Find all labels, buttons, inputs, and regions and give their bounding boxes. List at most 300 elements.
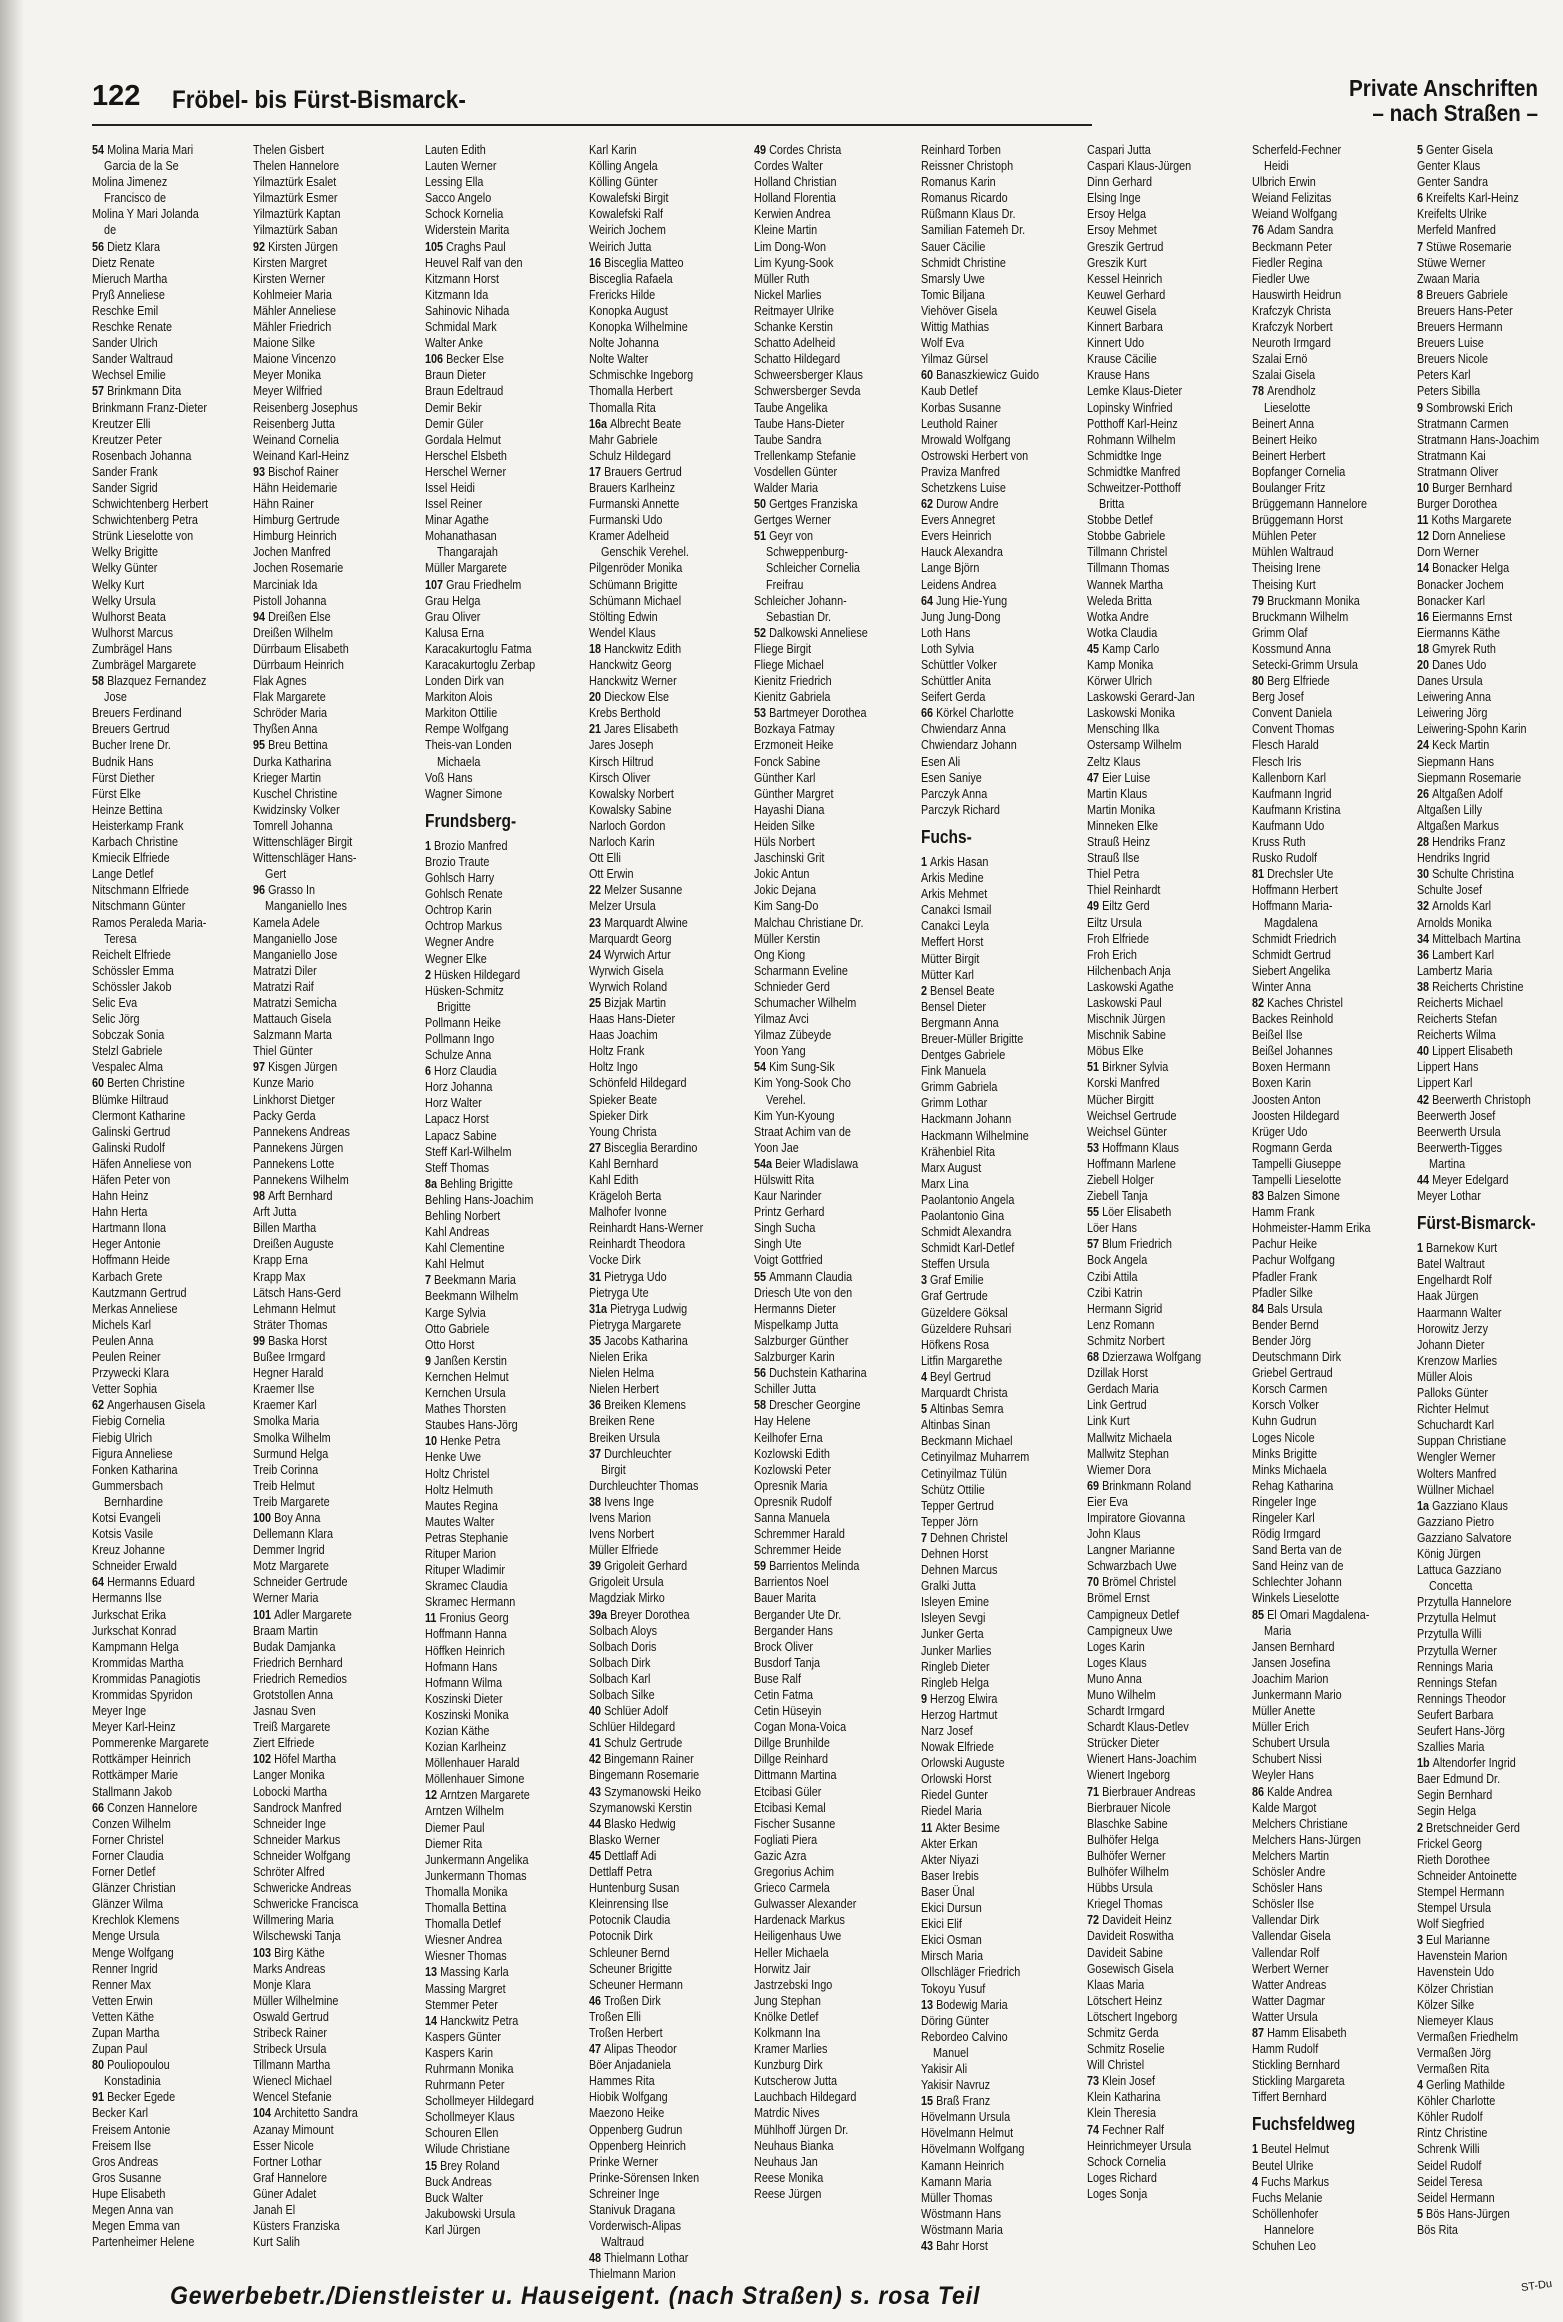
listing-entry: Mischnik Jürgen: [1087, 1012, 1166, 1027]
listing-entry: Nielen Helma: [589, 1366, 655, 1381]
listing-entry: Kraemer Ilse: [253, 1382, 315, 1397]
listing-entry: Kahl Helmut: [425, 1257, 485, 1272]
listing-entry: Freisem Antonie: [92, 2122, 171, 2137]
listing-continuation: Birgit: [601, 1462, 626, 1477]
listing-entry: Strücker Dieter: [1087, 1736, 1160, 1751]
listing-entry: Budnik Hans: [92, 754, 154, 769]
listing-entry: Kossmund Anna: [1252, 641, 1331, 656]
listing-entry: Jokic Dejana: [754, 883, 817, 898]
listing-entry: Engelhardt Rolf: [1417, 1273, 1492, 1288]
listing-entry: Zumbrägel Margarete: [92, 658, 197, 672]
listing-entry: Hoffmann Heide: [92, 1253, 171, 1268]
listing-entry: Lemke Klaus-Dieter: [1087, 384, 1183, 399]
listing-entry: Pietryga Ute: [589, 1285, 649, 1300]
listing-entry: Ochtrop Markus: [425, 919, 503, 934]
listing-entry: Issel Heidi: [425, 480, 475, 495]
listing-entry: Smolka Maria: [253, 1414, 320, 1429]
listing-entry: Kölzer Christian: [1417, 1981, 1494, 1996]
listing-entry: Yilmaztürk Esmer: [253, 191, 338, 206]
listing-entry: Kowalsky Norbert: [589, 786, 674, 801]
listing-entry: Tomic Biljana: [921, 287, 985, 302]
listing-entry: Horz Walter: [425, 1096, 482, 1111]
listing-entry: Weiand Felizitas: [1252, 191, 1332, 206]
listing-entry: Herschel Elsbeth: [425, 448, 507, 463]
listing-entry: Arft Jutta: [253, 1205, 297, 1220]
listing-entry: 80 Berg Elfriede: [1252, 674, 1330, 689]
listing-entry: Kaufmann Kristina: [1252, 802, 1341, 817]
listing-entry: 20 Danes Udo: [1417, 658, 1487, 672]
listing-continuation: Lieselotte: [1264, 400, 1311, 415]
listing-entry: Karge Sylvia: [425, 1305, 486, 1320]
listing-entry: 2 Hüsken Hildegard: [425, 967, 521, 982]
listing-entry: Kitzmann Ida: [425, 287, 489, 302]
listing-entry: 60 Banaszkiewicz Guido: [921, 368, 1040, 383]
listing-entry: Schrenk Willi: [1417, 2142, 1480, 2157]
section-header-line1: Private Anschriften: [1348, 75, 1538, 101]
listing-entry: Möllenhauer Harald: [425, 1756, 520, 1771]
listing-entry: Stempel Ursula: [1417, 1901, 1492, 1916]
listing-entry: Grimm Olaf: [1252, 625, 1308, 640]
listing-entry: Kraemer Karl: [253, 1398, 317, 1413]
listing-entry: 51 Birkner Sylvia: [1087, 1060, 1169, 1075]
listing-entry: Fonck Sabine: [754, 754, 821, 769]
listing-entry: Lim Dong-Won: [754, 239, 827, 254]
listing-entry: Jurkschat Erika: [92, 1607, 167, 1622]
listing-entry: Ekici Dursun: [921, 1901, 982, 1916]
listing-entry: Meyer Inge: [92, 1704, 147, 1719]
listing-entry: Schwersberger Sevda: [754, 384, 861, 399]
listing-entry: Marx August: [921, 1160, 982, 1175]
listing-entry: 12 Arntzen Margarete: [425, 1788, 530, 1803]
listing-entry: 1a Gazziano Klaus: [1417, 1498, 1508, 1513]
listing-continuation: Maria: [1264, 1623, 1292, 1638]
house-number: 16a: [589, 416, 611, 431]
listing-entry: Breuers Hermann: [1417, 320, 1503, 335]
listing-entry: Knölke Detlef: [754, 2009, 819, 2024]
listing-entry: Schremmer Harald: [754, 1527, 845, 1542]
listing-entry: Figura Anneliese: [92, 1446, 173, 1461]
listing-entry: Karbach Christine: [92, 835, 179, 850]
house-number: 11: [1417, 513, 1432, 528]
listing-entry: Tampelli Lieselotte: [1252, 1173, 1342, 1187]
listing-entry: Demir Güler: [425, 416, 484, 431]
listing-entry: Sobczak Sonia: [92, 1028, 165, 1043]
listing-entry: Muno Anna: [1087, 1671, 1142, 1686]
listing-entry: Karl Jürgen: [425, 2222, 481, 2237]
listing-entry: Szalai Gisela: [1252, 368, 1316, 383]
listing-entry: Sauer Cäcilie: [921, 239, 986, 254]
listing-entry: Diemer Rita: [425, 1836, 483, 1851]
listing-entry: Jung Stephan: [754, 1993, 821, 2008]
listing-entry: Korsch Carmen: [1252, 1382, 1328, 1397]
listing-entry: Ziert Elfriede: [253, 1736, 315, 1751]
listing-entry: Marciniak Ida: [253, 577, 318, 592]
listing-entry: Fiebig Cornelia: [92, 1414, 165, 1429]
listing-entry: Arkis Mehmet: [921, 887, 988, 902]
listing-entry: Ostersamp Wilhelm: [1087, 738, 1182, 753]
listing-entry: 13 Massing Karla: [425, 1965, 509, 1980]
listing-entry: 74 Fechner Ralf: [1087, 2122, 1165, 2137]
listing-entry: Watter Dagmar: [1252, 1993, 1326, 2008]
listing-entry: 7 Dehnen Christel: [921, 1530, 1008, 1545]
column-7: [1087, 142, 1233, 2270]
listing-entry: 55 Löer Elisabeth: [1087, 1205, 1172, 1220]
listing-entry: 9 Janßen Kerstin: [425, 1353, 507, 1368]
listing-entry: Link Kurt: [1087, 1414, 1130, 1429]
listing-entry: Ulbrich Erwin: [1252, 175, 1316, 190]
house-number: 18: [1417, 641, 1433, 656]
listing-entry: Kozian Käthe: [425, 1724, 490, 1738]
house-number: 78: [1252, 384, 1268, 399]
listing-entry: Rosenbach Johanna: [92, 448, 192, 463]
column-1: [92, 142, 238, 2270]
listing-entry: Kunze Mario: [253, 1076, 314, 1091]
house-number: 6: [425, 1064, 435, 1079]
listing-entry: Thielmann Marion: [589, 2267, 676, 2282]
listing-entry: Narloch Gordon: [589, 818, 666, 833]
listing-entry: Beckmann Michael: [921, 1434, 1013, 1449]
listing-entry: Braun Edeltraud: [425, 384, 504, 399]
listing-entry: Reschke Renate: [92, 320, 173, 335]
listing-entry: Thomalla Bettina: [425, 1901, 507, 1916]
listing-entry: Beinert Anna: [1252, 416, 1315, 431]
listing-entry: Grau Helga: [425, 593, 481, 608]
listing-entry: Jasnau Sven: [253, 1704, 316, 1719]
listing-entry: Kaub Detlef: [921, 384, 978, 399]
listing-entry: Taube Hans-Dieter: [754, 416, 845, 431]
listing-entry: Kitzmann Horst: [425, 271, 500, 286]
listing-entry: Kahl Clementine: [425, 1241, 505, 1256]
house-number: 44: [1417, 1173, 1433, 1187]
listing-entry: König Jürgen: [1417, 1546, 1481, 1561]
listing-entry: Narz Josef: [921, 1724, 973, 1738]
listing-entry: Kramer Marlies: [754, 2042, 828, 2057]
listing-entry: Wulhorst Marcus: [92, 625, 174, 640]
house-number: 23: [589, 915, 605, 930]
listing-entry: Dreißen Wilhelm: [253, 625, 334, 640]
listing-entry: Holtz Frank: [589, 1044, 645, 1059]
listing-entry: Günther Margret: [754, 786, 834, 801]
house-number: 2: [425, 967, 435, 982]
listing-entry: Frericks Hilde: [589, 287, 656, 302]
listing-entry: 104 Architetto Sandra: [253, 2106, 358, 2121]
listing-entry: Sander Frank: [92, 464, 158, 479]
listing-entry: Meyer Lothar: [1417, 1189, 1481, 1204]
listing-entry: Peulen Reiner: [92, 1350, 161, 1365]
listing-entry: Sander Waltraud: [92, 352, 173, 367]
listing-entry: Strauß Ilse: [1087, 851, 1140, 866]
listing-entry: Kim Yong-Sook Cho: [754, 1076, 851, 1091]
listing-entry: 44 Meyer Edelgard: [1417, 1173, 1509, 1187]
listing-entry: Kreutzer Peter: [92, 432, 162, 447]
listing-entry: Weichsel Gertrude: [1087, 1108, 1177, 1123]
listing-entry: Grotstollen Anna: [253, 1688, 334, 1702]
listing-entry: Güner Adalet: [253, 2186, 317, 2201]
house-number: 40: [589, 1704, 605, 1719]
listing-entry: Leiwering-Spohn Karin: [1417, 722, 1527, 737]
listing-entry: Krommidas Martha: [92, 1655, 184, 1670]
listing-entry: Brozio Traute: [425, 854, 490, 869]
house-number: 3: [921, 1273, 931, 1288]
listing-entry: 24 Wyrwich Artur: [589, 947, 671, 962]
listing-entry: Selic Eva: [92, 995, 138, 1010]
listing-entry: Treiß Margarete: [253, 1720, 331, 1735]
listing-entry: Rehag Katharina: [1252, 1478, 1334, 1493]
listing-entry: Romanus Karin: [921, 175, 996, 190]
listing-entry: 64 Jung Hie-Yung: [921, 593, 1008, 608]
listing-entry: Reinhardt Theodora: [589, 1237, 686, 1252]
listing-entry: Krägeloh Berta: [589, 1189, 662, 1204]
listing-entry: Burger Dorothea: [1417, 497, 1498, 512]
listing-entry: 14 Bonacker Helga: [1417, 561, 1510, 576]
listing-entry: Lehmann Helmut: [253, 1301, 336, 1316]
listing-entry: Schwericke Francisca: [253, 1897, 359, 1912]
listing-entry: Bisceglia Rafaela: [589, 271, 673, 286]
page-edge-shadow: [0, 0, 24, 2322]
listing-entry: Grimm Lothar: [921, 1096, 988, 1111]
listing-entry: Kotsis Vasile: [92, 1527, 154, 1542]
listing-entry: Greszik Kurt: [1087, 255, 1147, 270]
listing-entry: 84 Bals Ursula: [1252, 1301, 1323, 1316]
listing-entry: Tillmann Christel: [1087, 545, 1168, 560]
listing-entry: Demmer Ingrid: [253, 1543, 325, 1558]
listing-entry: Blümke Hiltraud: [92, 1092, 169, 1107]
listing-entry: 4 Beyl Gertrud: [921, 1369, 991, 1384]
listing-entry: Zeltz Klaus: [1087, 754, 1141, 769]
listing-entry: Dorn Werner: [1417, 545, 1479, 560]
listing-entry: Schmitz Roselie: [1087, 2042, 1165, 2057]
house-number: 97: [253, 1060, 269, 1075]
listing-entry: Kahl Andreas: [425, 1225, 490, 1240]
listing-entry: Marx Lina: [921, 1176, 969, 1191]
listing-entry: 16a Albrecht Beate: [589, 416, 682, 431]
listing-entry: 94 Dreißen Else: [253, 609, 331, 624]
house-number: 58: [92, 674, 108, 689]
house-number: 25: [589, 995, 605, 1010]
listing-entry: Rottkämper Marie: [92, 1768, 179, 1783]
listing-entry: Schüttler Anita: [921, 674, 991, 689]
listing-entry: Wolters Manfred: [1417, 1466, 1497, 1481]
listing-entry: Mohanathasan: [425, 529, 497, 544]
listing-entry: Langer Monika: [253, 1768, 325, 1783]
listing-entry: Beinert Heiko: [1252, 432, 1318, 447]
listing-entry: Fogliati Piera: [754, 1832, 818, 1847]
listing-entry: Siebert Angelika: [1252, 963, 1331, 978]
listing-entry: 10 Burger Bernhard: [1417, 480, 1513, 495]
listing-entry: Elsing Inge: [1087, 191, 1141, 206]
listing-entry: Hofmann Hans: [425, 1659, 498, 1674]
listing-entry: Bensel Dieter: [921, 999, 987, 1014]
listing-entry: Hendriks Ingrid: [1417, 851, 1490, 866]
house-number: 18: [589, 641, 605, 656]
street-heading: Frundsberg-: [425, 810, 517, 831]
listing-entry: Hegner Harald: [253, 1366, 324, 1381]
listing-entry: Isleyen Sevgi: [921, 1611, 986, 1626]
listing-entry: Paolantonio Angela: [921, 1192, 1015, 1207]
house-number: 45: [1087, 641, 1103, 656]
listing-entry: 72 Davideit Heinz: [1087, 1913, 1172, 1928]
listing-entry: Pachur Wolfgang: [1252, 1253, 1335, 1268]
listing-entry: 86 Kalde Andrea: [1252, 1784, 1333, 1799]
house-number: 9: [425, 1353, 435, 1368]
listing-entry: Stempel Hermann: [1417, 1884, 1505, 1899]
listing-entry: Karacakurtoglu Fatma: [425, 641, 532, 656]
listing-entry: Backes Reinhold: [1252, 1012, 1334, 1027]
listing-entry: Melchers Hans-Jürgen: [1252, 1832, 1361, 1847]
listing-entry: Junkermann Angelika: [425, 1852, 529, 1867]
listing-entry: Sander Sigrid: [92, 480, 158, 495]
listing-entry: Kuhn Gudrun: [1252, 1414, 1317, 1429]
listing-entry: Lauchbach Hildegard: [754, 2090, 857, 2105]
listing-entry: 105 Craghs Paul: [425, 239, 506, 254]
listing-entry: 32 Arnolds Karl: [1417, 899, 1492, 914]
listing-entry: Forner Detlef: [92, 1865, 156, 1880]
listing-entry: Salzmann Marta: [253, 1028, 332, 1043]
listing-entry: Gosewisch Gisela: [1087, 1961, 1174, 1976]
listing-entry: Döring Günter: [921, 2013, 990, 2028]
section-header: [1328, 76, 1538, 126]
listing-entry: Yilmaztürk Saban: [253, 223, 338, 238]
house-number: 92: [253, 239, 269, 254]
listing-entry: 24 Keck Martin: [1417, 738, 1490, 753]
listing-entry: Molina Y Mari Jolanda: [92, 207, 199, 222]
house-number: 79: [1252, 593, 1268, 608]
listing-entry: Arkis Medine: [921, 871, 984, 886]
listing-entry: Hövelmann Wolfgang: [921, 2142, 1025, 2157]
listing-entry: Güzeldere Ruhsari: [921, 1321, 1012, 1336]
listing-entry: 3 Graf Emilie: [921, 1273, 984, 1288]
listing-entry: Pilgenröder Monika: [589, 561, 683, 576]
listing-entry: 4 Fuchs Markus: [1252, 2174, 1330, 2189]
listing-entry: Reissner Christoph: [921, 159, 1014, 174]
listing-entry: Wegner Elke: [425, 951, 487, 966]
listing-entry: Matratzi Raif: [253, 979, 314, 994]
listing-entry: Kienitz Gabriela: [754, 690, 831, 705]
listing-entry: Schlüer Hildegard: [589, 1720, 676, 1735]
listing-entry: Ollschläger Friedrich: [921, 1965, 1021, 1980]
listing-entry: Günther Karl: [754, 770, 816, 785]
listing-entry: Dürrbaum Heinrich: [253, 658, 344, 672]
listing-entry: Hüls Norbert: [754, 835, 815, 850]
house-number: 57: [1087, 1237, 1103, 1252]
listing-entry: Merfeld Manfred: [1417, 223, 1496, 238]
listing-entry: 5 Genter Gisela: [1417, 143, 1493, 157]
listing-entry: Breiken Ursula: [589, 1430, 661, 1445]
listing-entry: Krapp Erna: [253, 1253, 308, 1268]
listing-entry: Fuchs Melanie: [1252, 2190, 1323, 2205]
listing-entry: Partenheimer Helene: [92, 2235, 195, 2250]
listing-entry: Rödig Irmgard: [1252, 1527, 1321, 1542]
listing-entry: Kreifelts Ulrike: [1417, 207, 1487, 222]
listing-entry: Schneider Gertrude: [253, 1575, 348, 1590]
listing-entry: Wöstmann Hans: [921, 2206, 1002, 2221]
listing-entry: Budak Damjanka: [253, 1639, 336, 1654]
listing-entry: Kowalefski Birgit: [589, 191, 669, 206]
listing-entry: Rusko Rudolf: [1252, 851, 1318, 866]
listing-entry: Ringeler Karl: [1252, 1510, 1315, 1525]
listing-entry: Thomalla Monika: [425, 1884, 508, 1899]
listing-entry: Krommidas Panagiotis: [92, 1671, 201, 1686]
listing-entry: Vosdellen Günter: [754, 464, 838, 479]
listing-entry: Bauer Marita: [754, 1591, 817, 1606]
column-3: [425, 142, 571, 2270]
listing-entry: Havenstein Udo: [1417, 1965, 1495, 1980]
listing-entry: Mütter Karl: [921, 967, 974, 982]
listing-entry: Surmund Helga: [253, 1446, 329, 1461]
listing-columns: [92, 142, 1540, 2282]
listing-entry: 16 Bisceglia Matteo: [589, 255, 684, 270]
listing-entry: Selic Jörg: [92, 1012, 140, 1027]
listing-entry: 8 Breuers Gabriele: [1417, 287, 1508, 302]
house-number: 51: [1087, 1060, 1103, 1075]
listing-entry: Berg Josef: [1252, 690, 1304, 705]
house-number: 69: [1087, 1478, 1103, 1493]
listing-entry: Young Christa: [589, 1124, 657, 1139]
listing-entry: Tiffert Bernhard: [1252, 2090, 1327, 2105]
listing-entry: Neuhaus Jan: [754, 2154, 818, 2169]
listing-entry: Zupan Martha: [92, 2025, 160, 2040]
listing-entry: Litfin Margarethe: [921, 1353, 1003, 1368]
listing-entry: 40 Lippert Elisabeth: [1417, 1044, 1513, 1059]
listing-entry: Printz Gerhard: [754, 1205, 825, 1220]
listing-entry: Siepmann Rosemarie: [1417, 770, 1522, 785]
listing-entry: Fürst Elke: [92, 786, 141, 801]
listing-entry: 95 Breu Bettina: [253, 738, 328, 753]
listing-entry: Hartmann Ilona: [92, 1221, 167, 1236]
listing-entry: Kalusa Erna: [425, 625, 485, 640]
listing-entry: Wolf Eva: [921, 336, 965, 351]
listing-entry: Kozlowski Peter: [754, 1462, 832, 1477]
listing-entry: 2 Bretschneider Gerd: [1417, 1820, 1520, 1835]
listing-entry: Junkermann Mario: [1252, 1688, 1342, 1702]
listing-entry: Merkas Anneliese: [92, 1301, 178, 1316]
listing-entry: Batel Waltraut: [1417, 1257, 1485, 1272]
listing-entry: 102 Höfel Martha: [253, 1752, 337, 1767]
listing-entry: 97 Kisgen Jürgen: [253, 1060, 338, 1075]
listing-entry: Gohlsch Renate: [425, 887, 503, 902]
listing-entry: Menge Ursula: [92, 1929, 160, 1944]
listing-entry: Megen Anna van: [92, 2203, 174, 2217]
listing-entry: Troßen Herbert: [589, 2025, 663, 2040]
listing-entry: Kleine Martin: [754, 223, 818, 238]
listing-entry: Lessing Ella: [425, 175, 484, 190]
listing-entry: Jaschinski Grit: [754, 851, 825, 866]
house-number: 42: [1417, 1092, 1433, 1107]
listing-entry: Markiton Ottilie: [425, 706, 498, 721]
listing-entry: Watter Andreas: [1252, 1977, 1327, 1992]
listing-entry: Pistoll Johanna: [253, 593, 327, 608]
listing-continuation: Britta: [1099, 497, 1125, 512]
listing-entry: 38 Reicherts Christine: [1417, 979, 1524, 994]
house-number: 105: [425, 239, 447, 254]
listing-entry: Reinhard Torben: [921, 143, 1001, 157]
listing-entry: 31 Pietryga Udo: [589, 1269, 667, 1284]
listing-entry: Szalai Ernö: [1252, 352, 1308, 367]
listing-entry: Krähenbiel Rita: [921, 1144, 996, 1159]
listing-entry: Güzeldere Göksal: [921, 1305, 1008, 1320]
listing-entry: Issel Reiner: [425, 497, 483, 512]
listing-entry: Stribeck Rainer: [253, 2025, 328, 2040]
listing-entry: Marquardt Christa: [921, 1386, 1008, 1401]
listing-entry: Sahinovic Nihada: [425, 303, 510, 318]
listing-entry: Packy Gerda: [253, 1108, 316, 1123]
listing-entry: Kruss Ruth: [1252, 835, 1306, 850]
listing-entry: Weichsel Günter: [1087, 1124, 1167, 1139]
house-number: 5: [921, 1402, 931, 1417]
listing-entry: Bingemann Rosemarie: [589, 1768, 700, 1783]
listing-entry: Hackmann Johann: [921, 1112, 1012, 1127]
listing-entry: Hiobik Wolfgang: [589, 2090, 668, 2105]
